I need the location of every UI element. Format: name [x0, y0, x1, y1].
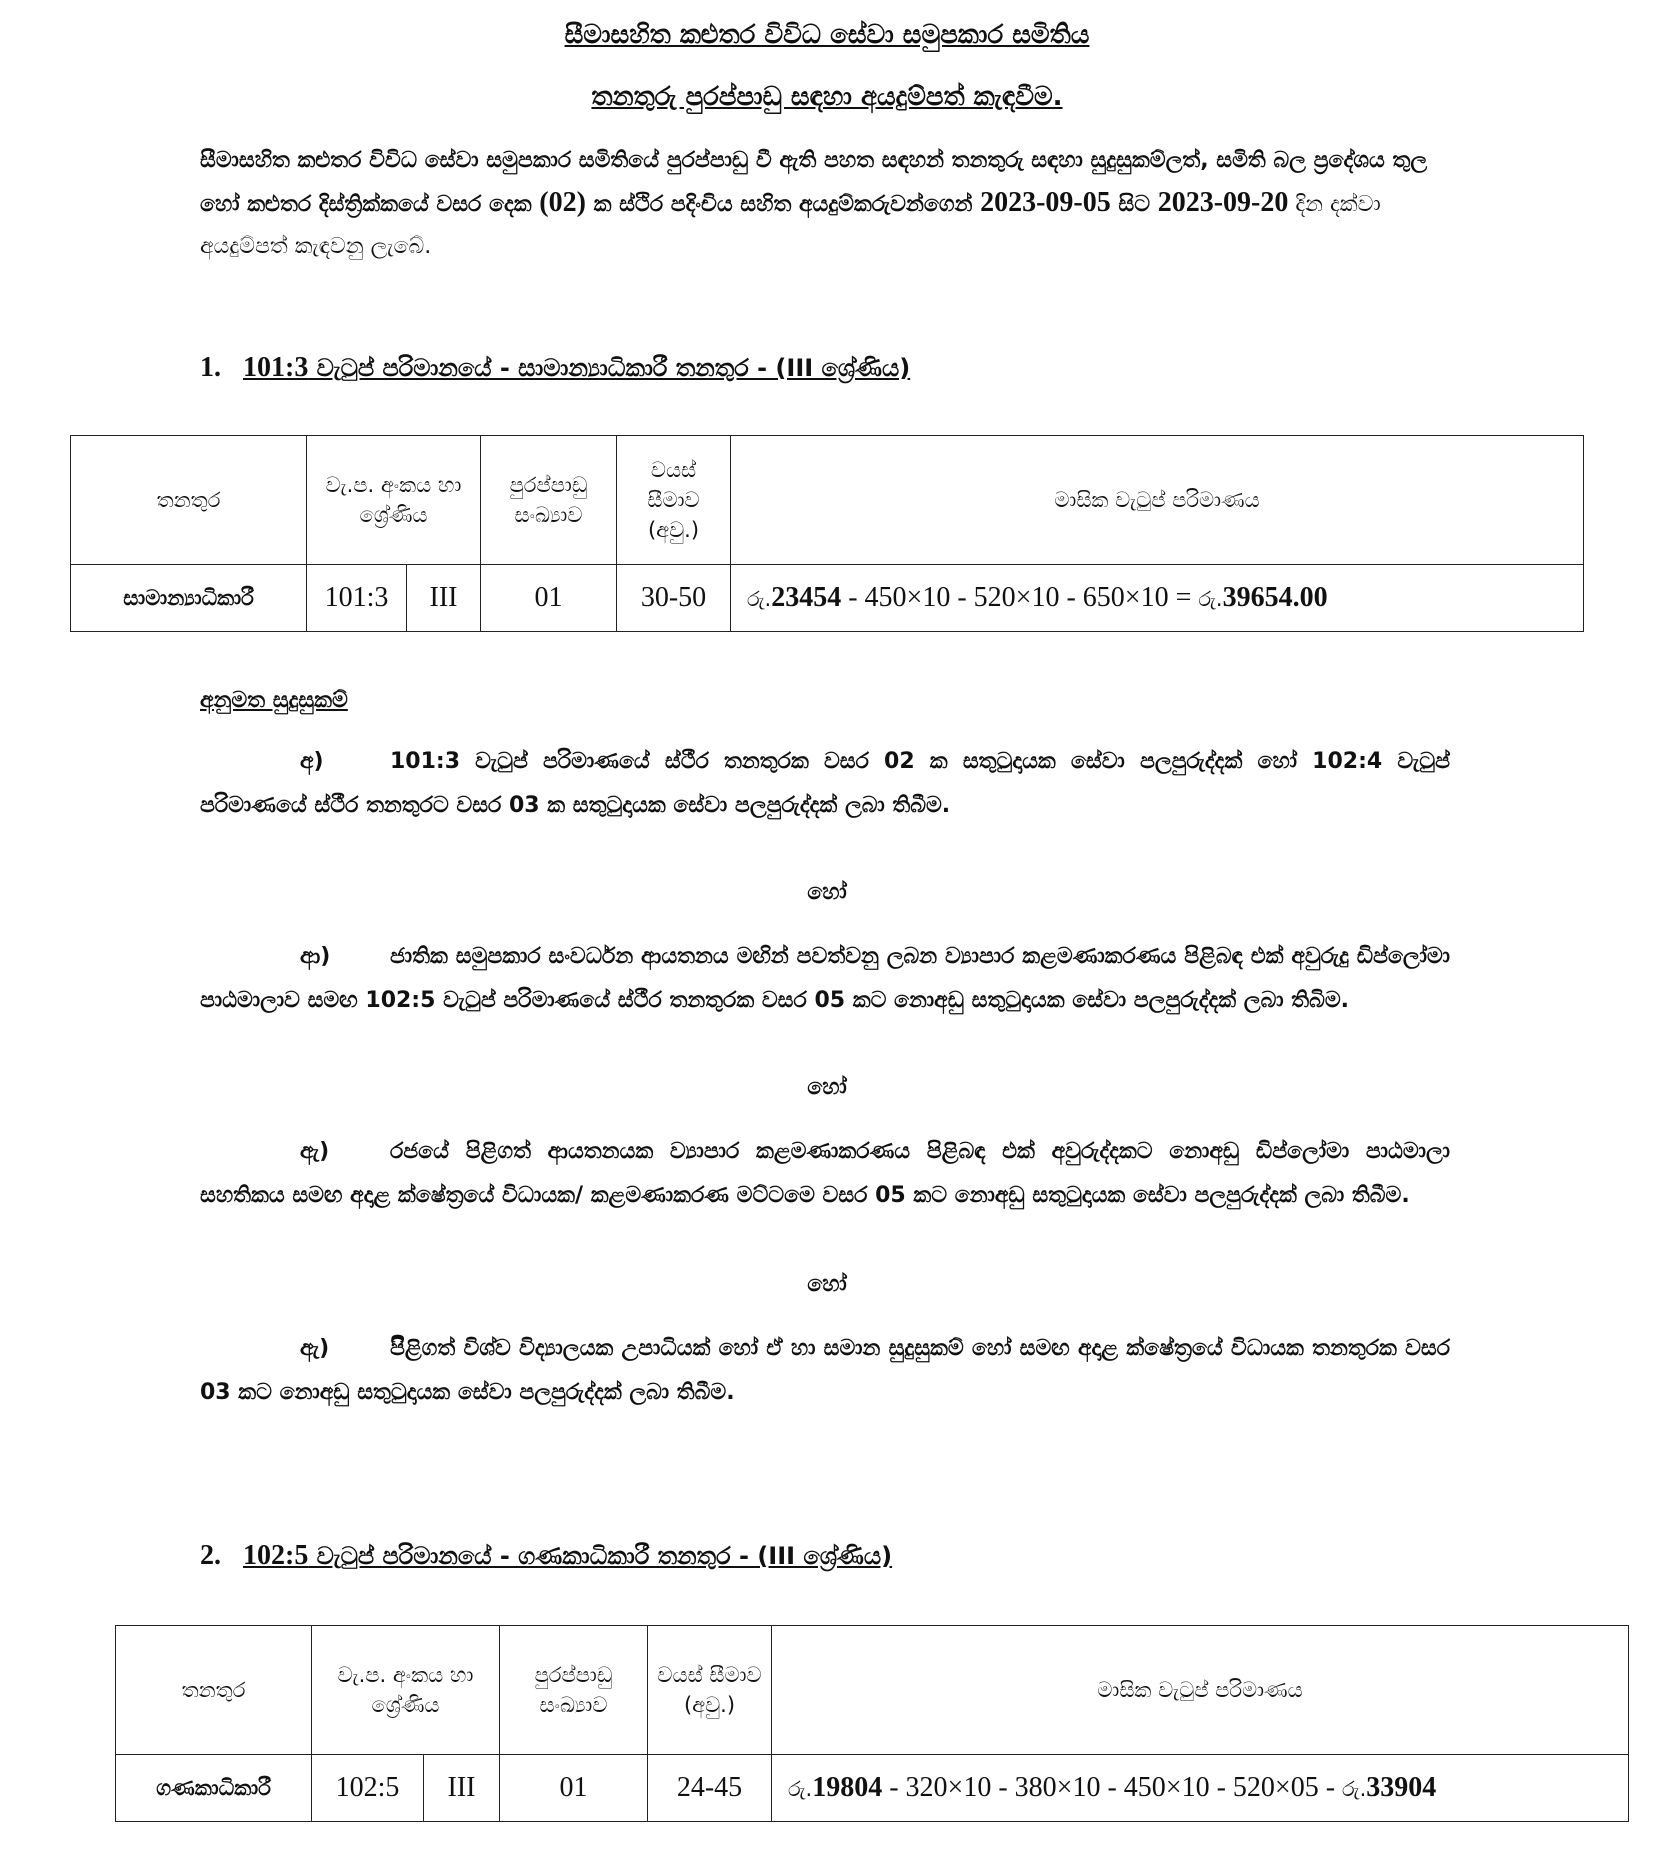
cell-vacancies: 01	[481, 565, 617, 632]
or-label: හෝ	[807, 1075, 847, 1100]
header-code-grade: වැ.ප. අංකය හා ශ්‍රේණිය	[312, 1626, 500, 1755]
date-from: 2023-09-05	[980, 187, 1111, 218]
header-salary-scale: මාසික වැටුප් පරිමාණය	[731, 436, 1584, 565]
header-post: තනතුර	[116, 1626, 312, 1755]
document-subtitle: තනතුරු පුරප්පාඩු සඳහා අයදුම්පත් කැඳවීම.	[591, 82, 1063, 112]
cell-code: 101:3	[307, 565, 407, 632]
table-row	[116, 1755, 1629, 1822]
section-1-heading: 1. 101:3 වැටුප් පරිමානයේ - සාමාන්‍යාධිකාරී තනතුර - (III ශ්‍රේණිය)	[200, 352, 911, 383]
table-header-row	[71, 436, 1584, 565]
qualification-item-a: අ) 101:3 වැටුප් පරිමාණයේ ස්ථීර තනතුරක වසර 02 ක සතුටුදායක සේවා පලපුරුද්දක් හෝ 102:4 වැටුප් පරිමාණයේ ස්ථීර තනතුරට වසර 03 ක සතුටුදායක සේවා පලපුරුද්දක් ලබා තිබීම.	[200, 749, 1450, 818]
header-age-limit: වයස් සීමාව (අවු.)	[648, 1626, 772, 1755]
intro-paragraph: සීමාසහිත කළුතර විවිධ සේවා සමුපකාර සමිතියේ පුරප්පාඩු වී ඇති පහත සඳහන් තනතුරු සඳහා සුදුසුකම්ලත්, සමිති බල ප්‍රදේශය තුල හෝ කළුතර දිස්ත්‍රික්කයේ වසර දෙක (02) ක ස්ථිර පදිංචිය සහිත අයදුම්කරුවන්ගෙන් 2023-09-05 සිට 2023-09-20 දින දක්වා අයදුම්පත් කැඳවනු ලැබේ.	[200, 148, 1428, 259]
cell-grade: III	[407, 565, 481, 632]
document-title: සීමාසහිත කළුතර විවිධ සේවා සමුපකාර සමිතිය	[564, 20, 1090, 50]
date-to: 2023-09-20	[1157, 187, 1289, 218]
cell-age: 30-50	[617, 565, 731, 632]
cell-vacancies: 01	[500, 1755, 648, 1822]
cell-post: සාමාන්‍යාධිකාරී	[71, 565, 307, 632]
header-vacancies: පුරප්පාඩු සංඛ්‍යාව	[500, 1626, 648, 1755]
cell-salary: රු.23454 - 450×10 - 520×10 - 650×10 = රු.39654.00	[731, 565, 1584, 632]
cell-code: 102:5	[312, 1755, 424, 1822]
or-label: හෝ	[807, 1272, 847, 1297]
qualification-item-ae: ඇ) රජයේ පිළිගත් ආයතනයක ව්‍යාපාර කළමණාකරණය පිළිබඳ එක් අවුරුද්දකට නොඅඩු ඩිප්ලෝමා පාඨමාලා සහතිකය සමඟ අදාළ ක්ෂේත්‍රයේ විධායක/ කළමණාකරණ මට්ටමෙ වසර 05 කට නොඅඩු සතුටුදායක සේවා පලපුරුද්දක් ලබා තිබීම.	[200, 1139, 1450, 1208]
cell-grade: III	[424, 1755, 500, 1822]
qualification-item-aa: ආ) ජාතික සමුපකාර සංවර්ධන ආයතනය මඟින් පවත්වනු ලබන ව්‍යාපාර කළමණාකරණය පිළිබඳ එක් අවුරුදු ඩිප්ලෝමා පාඨමාලාව සමඟ 102:5 වැටුප් පරිමාණයේ ස්ථීර තනතුරක වසර 05 කට නොඅඩු සතුටුදායක සේවා පලපුරුද්දක් ලබා තිබිම.	[200, 944, 1450, 1013]
cell-age: 24-45	[648, 1755, 772, 1822]
qualifications-heading: අනුමත සුදුසුකම්	[200, 688, 348, 713]
header-age-limit: වයස් සීමාව (අවු.)	[617, 436, 731, 565]
header-salary-scale: මාසික වැටුප් පරිමාණය	[772, 1626, 1629, 1755]
table-row	[71, 565, 1584, 632]
cell-salary: රු.19804 - 320×10 - 380×10 - 450×10 - 520×05 - රු.33904	[772, 1755, 1629, 1822]
section-2-heading: 2. 102:5 වැටුප් පරිමානයේ - ගණකාධිකාරී තනතුර - (III ශ්‍රේණිය)	[200, 1540, 893, 1571]
position-table-1	[70, 435, 1584, 632]
header-vacancies: පුරප්පාඩු සංඛ්‍යාව	[481, 436, 617, 565]
or-label: හෝ	[807, 880, 847, 905]
table-header-row	[116, 1626, 1629, 1755]
header-post: තනතුර	[71, 436, 307, 565]
header-code-grade: වැ.ප. අංකය හා ශ්‍රේණිය	[307, 436, 481, 565]
position-table-2	[115, 1625, 1629, 1822]
qualification-item-ae-2: ඇ) පිිළිගත් විශ්ව විද්‍යාලයක උපාධියක් හෝ ඒ හා සමාන සුදුසුකම් හෝ සමඟ අදාළ ක්ෂේත්‍රයේ විධායක තනතුරක වසර 03 කට නොඅඩු සතුටුදායක සේවා පලපුරුද්දක් ලබා තිබීම.	[200, 1336, 1450, 1405]
cell-post: ගණකාධිකාරී	[116, 1755, 312, 1822]
residence-years: (02)	[539, 187, 586, 218]
